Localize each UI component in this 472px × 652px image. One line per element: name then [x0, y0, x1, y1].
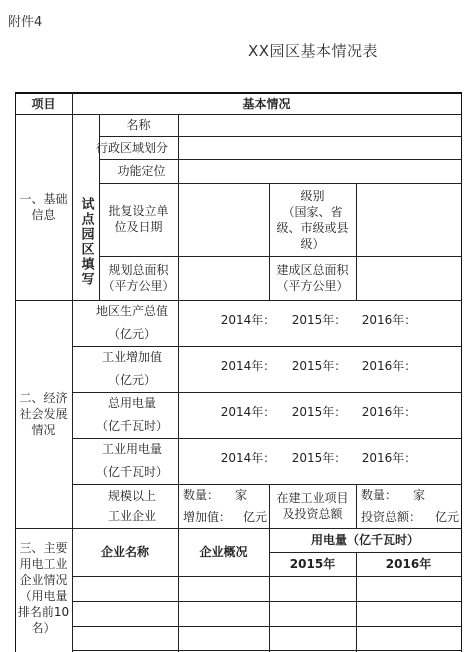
- section-basic-info-label: 一、基础 信息: [19, 192, 68, 222]
- label-industrial-power: 工业用电量: [101, 442, 162, 456]
- header-item: 项目: [31, 96, 56, 111]
- year-2014: 2014年：: [220, 405, 276, 419]
- label-built-area: 建成区总面积 （平方公里）: [276, 263, 349, 293]
- year-2016: 2016年：: [361, 359, 417, 373]
- added-unit: 亿元: [243, 510, 268, 524]
- count2-label: 数量：: [361, 488, 398, 502]
- year-2014: 2014年：: [220, 451, 276, 465]
- unit-industrial-added-value: （亿元）: [107, 373, 156, 387]
- table-row[interactable]: [72, 576, 461, 601]
- unit-total-power: （亿千瓦时）: [95, 419, 168, 433]
- section-economy-label: 二、经济 社会发展 情况: [19, 391, 68, 437]
- label-count2: [356, 484, 461, 506]
- attachment-label: 附件4: [8, 15, 43, 30]
- value-name[interactable]: [178, 114, 461, 136]
- header-year-2015: 2015年: [289, 557, 336, 571]
- value-built-area[interactable]: [356, 256, 461, 300]
- header-company-name: 企业名称: [100, 545, 149, 559]
- year-2016: 2016年：: [361, 405, 417, 419]
- unit-gdp: （亿元）: [107, 327, 156, 341]
- page-title: XX园区基本情况表: [248, 42, 379, 60]
- rule: [72, 650, 462, 651]
- label-approval: 批复设立单 位及日期: [108, 204, 169, 234]
- year-2015: 2015年：: [291, 405, 347, 419]
- label-level: 级别 （国家、省 级、市级或县 级）: [276, 188, 349, 251]
- count-label: 数量：: [183, 488, 220, 502]
- label-projects: 在建工业项目 及投资总额: [276, 491, 349, 521]
- added-label: 增加值：: [183, 510, 232, 524]
- label-added: [178, 506, 269, 528]
- value-plan-area[interactable]: [178, 256, 269, 300]
- label-total-power: 总用电量: [107, 396, 156, 410]
- year-2014: 2014年：: [220, 313, 276, 327]
- year-2015: 2015年：: [291, 451, 347, 465]
- value-district[interactable]: [178, 136, 461, 159]
- header-power-consumption: 用电量（亿千瓦时）: [310, 533, 419, 547]
- table-row[interactable]: [72, 601, 461, 626]
- year-2016: 2016年：: [361, 451, 417, 465]
- year-2014: 2014年：: [220, 359, 276, 373]
- table-border-right: [461, 92, 462, 652]
- count2-unit: 家: [413, 488, 426, 502]
- year-2015: 2015年：: [291, 313, 347, 327]
- label-function: 功能定位: [117, 164, 166, 178]
- label-industrial-added-value: 工业增加值: [101, 350, 162, 364]
- invest-label: 投资总额：: [361, 510, 422, 524]
- value-approval[interactable]: [178, 183, 269, 256]
- header-year-2016: 2016年: [385, 557, 432, 571]
- table-row[interactable]: [72, 626, 461, 650]
- label-count: [178, 484, 269, 506]
- section-enterprises-label: 三、主要 用电工业 企业情况 （用电量 排名前10 名）: [17, 541, 70, 635]
- value-function[interactable]: [178, 159, 461, 183]
- label-plan-area: 规划总面积 （平方公里）: [102, 263, 175, 293]
- pilot-park-vertical-label: 试点园区填写: [78, 196, 94, 287]
- year-2015: 2015年：: [291, 359, 347, 373]
- year-2016: 2016年：: [361, 313, 417, 327]
- label-invest: [356, 506, 461, 528]
- label-name: 名称: [126, 118, 151, 132]
- header-company-overview: 企业概况: [199, 545, 248, 559]
- count-unit: 家: [235, 488, 248, 502]
- label-district: 行政区域划分: [95, 140, 168, 155]
- label-scale-enterprises: 规模以上 工业企业: [107, 489, 156, 523]
- unit-industrial-power: （亿千瓦时）: [95, 465, 168, 479]
- value-level[interactable]: [356, 183, 461, 256]
- header-basic-info: 基本情况: [242, 96, 291, 111]
- invest-unit: 亿元: [435, 510, 460, 524]
- label-gdp: 地区生产总值: [95, 304, 168, 318]
